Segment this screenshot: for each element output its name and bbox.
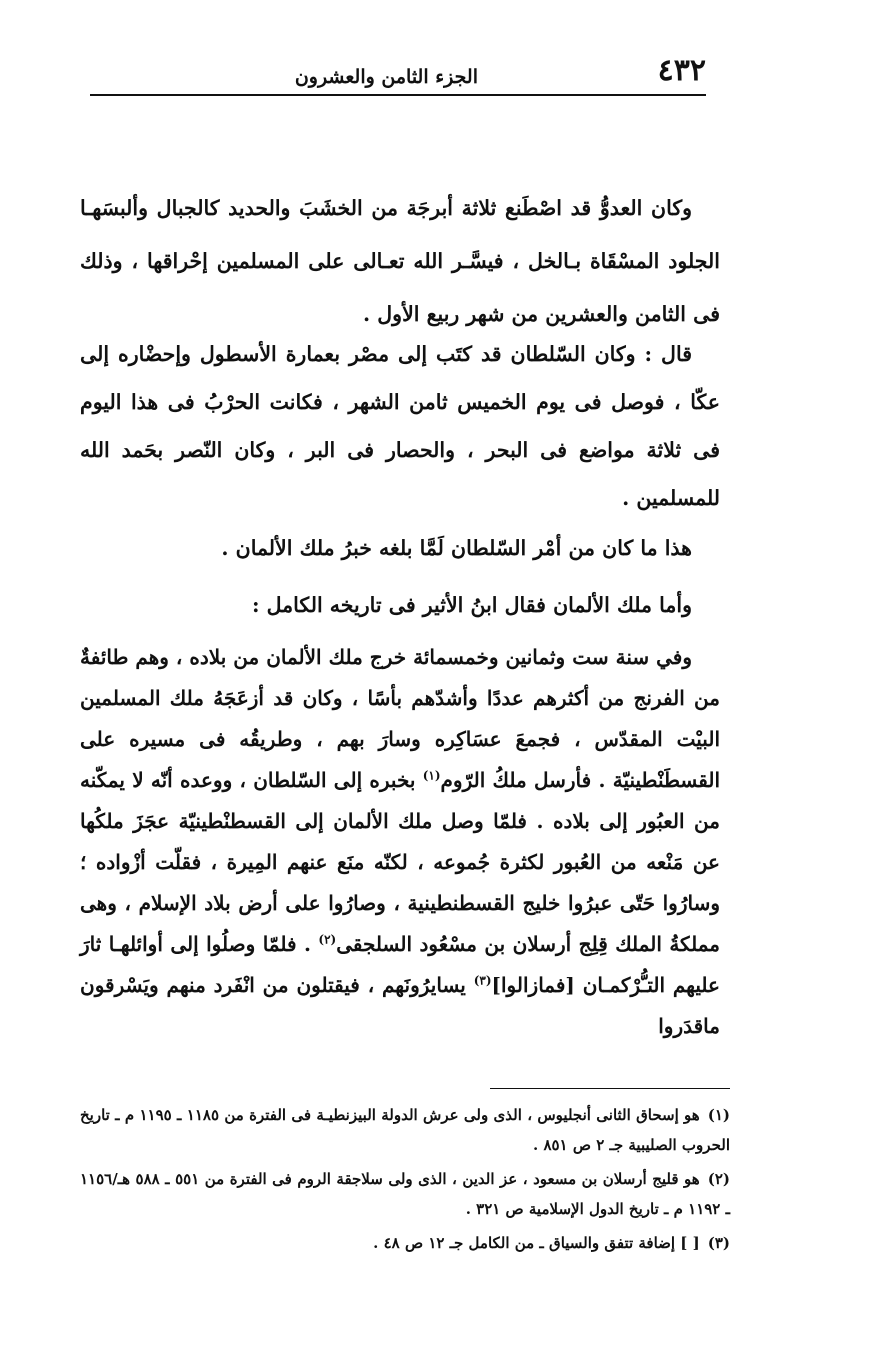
paragraph-3: هذا ما كان من أمْر السّلطان لَمَّا بلغه خبرُ ملك الألمان . (221, 536, 692, 560)
running-header (90, 52, 706, 96)
footnote-ref-2: (٢) (318, 932, 337, 947)
footnote-3-text: [ ] إضافة تتفق والسياق ـ من الكامل جـ ١٢ ص ٤٨ . (373, 1234, 700, 1252)
footnote-ref-1: (١) (422, 768, 441, 783)
footnote-2-text: هو قليج أرسلان بن مسعود ، عز الدين ، الذى ولى سلاجقة الروم فى الفترة من ٥٥١ ـ ٥٨٨ هـ/١١٥٦ ـ ١١٩٢ م ـ تاريخ الدول الإسلامية ص ٣٢١ . (80, 1170, 730, 1218)
footnote-1-text: هو إسحاق الثانى أنجليوس ، الذى ولى عرش الدولة البيزنطيـة فى الفترة من ١١٨٥ ـ ١١٩٥ م ـ تاريخ الحروب الصليبية جـ ٢ ص ٨٥١ . (80, 1106, 730, 1154)
footnote-divider (490, 1088, 730, 1089)
paragraph-5-part-c: . فلمّا وصلُوا إلى أوائلهـا ثارَ عليهم التـُّرْكمـان [فمازالوا] (80, 932, 720, 997)
paragraph-5-part-b: بخبره إلى السّلطان ، ووعده أنّه لا يمكّنه من العبُور إلى بلاده . فلمّا وصل ملك الألمان إلى القسطنْطينيّة عجَزَ ملكُها عن مَنْعه من العُبور لكثرة جُموعه ، لكنّه منَع عنهم المِيرة ، فقلّت أزْواده ؛ وسارُوا حَتّى عبرُوا خليج القسطنطينية ، وصارُوا على أرض بلاد الإسلام ، وهى مملكةُ الملك قِلِج أرسلان بن مسْعُود السلجقى (80, 768, 720, 956)
section-title: الجزء الثامن والعشرون (294, 66, 478, 88)
paragraph-2: قال : وكان السّلطان قد كتَب إلى مصْر بعمارة الأسطول وإحضْاره إلى عكّا ، فوصل فى يوم الخميس ثامن الشهر ، فكانت الحرْبُ فى هذا اليوم فى ثلاثة مواضع فى البحر ، والحصار فى البر ، وكان النّصر بحَمد الله للمسلمين . (80, 342, 720, 510)
paragraph-1: وكان العدوُّ قد اصْطَنع ثلاثة أبرجَة من الخشَبَ والحديد كالجبال وألبسَهـا الجلود المسْقَاة بـالخل ، فيسَّـر الله تعـالى على المسلمين إحْراقها ، وذلك فى الثامن والعشرين من شهر ربيع الأول . (80, 196, 720, 326)
footnote-3-number: (٣) (707, 1234, 730, 1252)
paragraph-4: وأما ملك الألمان فقال ابنُ الأثير فى تاريخه الكامل : (251, 593, 692, 617)
footnote-1 (80, 1100, 730, 1160)
footnote-1-number: (١) (707, 1106, 730, 1124)
footnote-2-number: (٢) (707, 1170, 730, 1188)
footnote-ref-3: (٣) (473, 973, 492, 988)
page-number: ٤٣٢ (657, 53, 706, 88)
paragraph-5 (80, 637, 720, 1047)
paragraph-5-part-a: وفي سنة ست وثمانين وخمسمائة خرج ملك الألمان من بلاده ، وهم طائفةٌ من الفرنج من أكثرهم عددًا وأشدّهم بأسًا ، وكان قد أزعَجَهُ ملك المسلمين البيْت المقدّس ، فجمعَ عسَاكِره وسارَ بهم ، وطريقُه فى مسيره على القسطَنْطينيّة . فأرسل ملكُ الرّوم (80, 645, 721, 792)
footnote-3 (80, 1228, 730, 1258)
paragraph-5-part-d: يسايرُونَهم ، فيقتلون من انْفَرد منهم ويَسْرقون ماقدَروا (80, 973, 720, 1038)
footnote-2 (80, 1164, 730, 1224)
footnotes (80, 1100, 730, 1262)
